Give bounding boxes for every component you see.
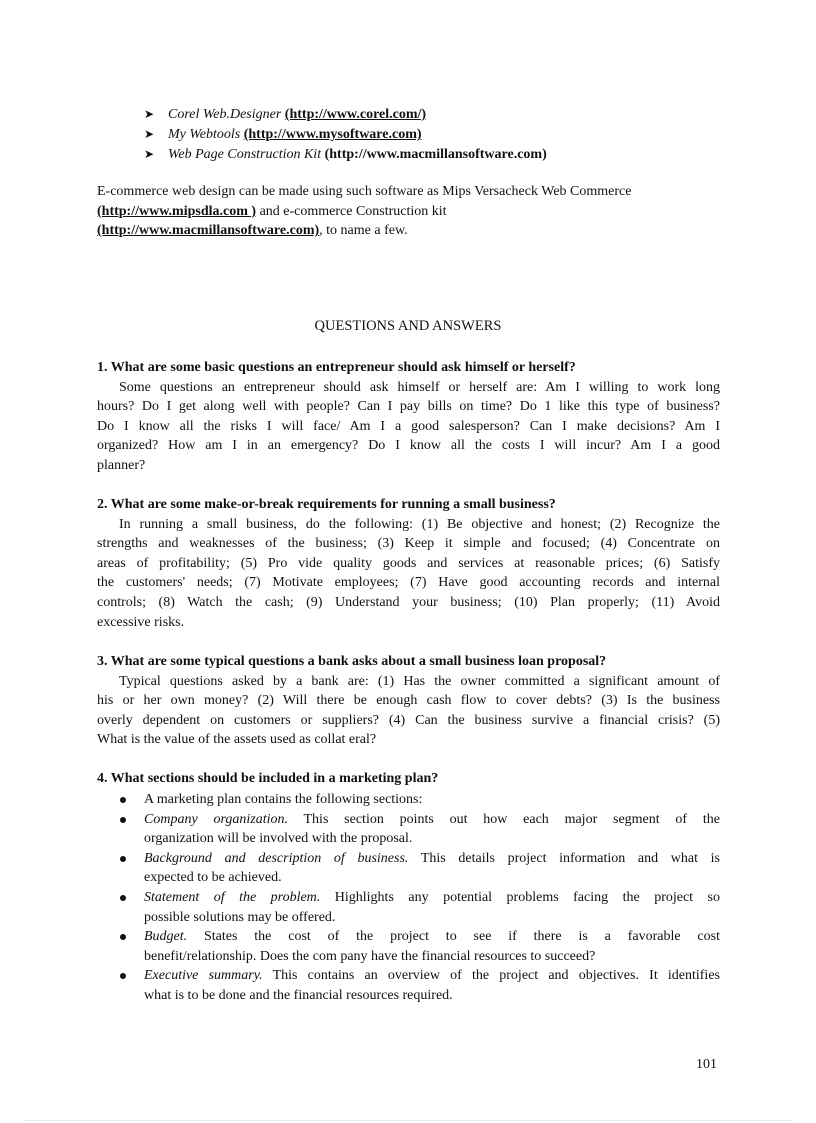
answer-line: overly dependent on customers or suppliers? (4) Can the business survive a financial crisis? (5) xyxy=(97,712,720,728)
list-item xyxy=(118,927,720,966)
arrow-bullet-icon: ➤ xyxy=(144,107,155,121)
answer-line: Typical questions asked by a bank are: (1) Has the owner committed a significant amount of xyxy=(119,673,720,689)
bullet-line: A marketing plan contains the following sections: xyxy=(144,792,423,807)
bullet-term: Company organization. xyxy=(144,811,288,827)
bullet-line xyxy=(144,888,720,908)
answer-line: Some questions an entrepreneur should ask himself or herself are: Am I willing to work long xyxy=(119,379,720,395)
bullet-line xyxy=(144,927,720,947)
bullet-line: organization will be involved with the proposal. xyxy=(144,831,413,847)
list-item xyxy=(118,849,720,888)
page-divider xyxy=(25,1120,791,1121)
answer-line: areas of profitability; (5) Pro vide quality goods and services at reasonable prices; (6) Satisfy xyxy=(97,555,720,571)
section-heading: QUESTIONS AND ANSWERS xyxy=(314,318,502,334)
marketing-plan-list xyxy=(118,790,720,1006)
answer-line: strengths and weaknesses of the business; (3) Keep it simple and focused; (4) Concentrate on xyxy=(97,536,720,552)
answer-line: organized? How am I in an emergency? Do I know all the costs I will incur? Am I a good xyxy=(97,438,720,454)
list-item xyxy=(144,144,547,164)
tool-name: Web Page Construction Kit xyxy=(168,147,322,162)
page-number: 101 xyxy=(696,1057,717,1072)
list-item xyxy=(118,966,720,1005)
question-title: 4. What sections should be included in a marketing plan? xyxy=(97,771,439,786)
intro-paragraph xyxy=(97,182,720,241)
list-item xyxy=(144,104,547,124)
answer-line: controls; (8) Watch the cash; (9) Understand your business; (10) Plan properly; (11) Avoid xyxy=(97,594,720,610)
text-span: Highlights any potential problems facing the project so xyxy=(320,889,720,905)
question-title: 2. What are some make-or-break requirements for running a small business? xyxy=(97,497,556,512)
text-span: This contains an overview of the project and objectives. It identifies xyxy=(262,968,720,984)
bullet-dot-icon xyxy=(120,895,126,901)
bullet-line: what is to be done and the financial resources required. xyxy=(144,987,453,1003)
bullet-dot-icon xyxy=(120,973,126,979)
software-list xyxy=(144,104,547,164)
question-1 xyxy=(97,358,720,476)
list-item xyxy=(118,810,720,849)
answer-line: Do I know all the risks I will face/ Am I a good salesperson? Can I make decisions? Am I xyxy=(97,418,720,434)
answer-line: excessive risks. xyxy=(97,614,185,630)
answer-line: In running a small business, do the following: (1) Be objective and honest; (2) Recognize the xyxy=(119,516,720,532)
list-item xyxy=(144,124,547,144)
bullet-term: Budget. xyxy=(144,929,188,945)
answer-line: the customers' needs; (7) Motivate employees; (7) Have good accounting records and internal xyxy=(97,575,720,591)
bullet-line xyxy=(144,810,720,830)
list-item xyxy=(118,888,720,927)
tool-link[interactable]: (http://www.corel.com/) xyxy=(284,107,427,122)
bullet-line: benefit/relationship. Does the com pany have the financial resources to succeed? xyxy=(144,948,596,964)
bullet-line: expected to be achieved. xyxy=(144,870,282,886)
tool-name: My Webtools xyxy=(168,127,241,142)
bullet-dot-icon xyxy=(120,934,126,940)
bullet-term: Background and description of business. xyxy=(144,850,409,866)
bullet-dot-icon xyxy=(120,817,126,823)
text-line xyxy=(97,202,720,222)
link[interactable]: (http://www.mipsdla.com ) xyxy=(97,203,257,219)
answer-line: What is the value of the assets used as collat eral? xyxy=(97,732,377,748)
text-span: , to name a few. xyxy=(319,223,408,239)
answer-line: hours? Do I get along well with people? Can I pay bills on time? Do 1 like this type of business? xyxy=(97,399,720,415)
bullet-term: Executive summary. xyxy=(144,968,263,984)
arrow-bullet-icon: ➤ xyxy=(144,147,155,161)
bullet-dot-icon xyxy=(120,856,126,862)
tool-link[interactable]: (http://www.mysoftware.com) xyxy=(243,127,422,142)
text-span: This details project information and what is xyxy=(408,850,720,866)
bullet-dot-icon xyxy=(120,797,126,803)
text-span: This section points out how each major segment of the xyxy=(287,811,720,827)
bullet-line xyxy=(144,849,720,869)
question-2 xyxy=(97,495,720,632)
list-item xyxy=(118,790,720,810)
question-title: 3. What are some typical questions a bank asks about a small business loan proposal? xyxy=(97,654,607,669)
question-title: 1. What are some basic questions an entrepreneur should ask himself or herself? xyxy=(97,360,576,375)
arrow-bullet-icon: ➤ xyxy=(144,127,155,141)
question-3 xyxy=(97,652,720,750)
text-line: E-commerce web design can be made using such software as Mips Versacheck Web Commerce xyxy=(97,184,632,199)
bullet-line xyxy=(144,966,720,986)
text-span: and e-commerce Construction kit xyxy=(256,203,447,219)
text-span: States the cost of the project to see if there is a favorable cost xyxy=(187,929,720,945)
link[interactable]: (http://www.macmillansoftware.com) xyxy=(97,223,320,239)
question-4 xyxy=(97,769,720,789)
text-line xyxy=(97,221,720,241)
tool-link[interactable]: (http://www.macmillansoftware.com) xyxy=(324,147,547,162)
tool-name: Corel Web.Designer xyxy=(168,107,282,122)
answer-line: his or her own money? (2) Will there be enough cash flow to cover debts? (3) Is the business xyxy=(97,693,720,709)
bullet-term: Statement of the problem. xyxy=(144,889,321,905)
answer-line: planner? xyxy=(97,457,146,473)
bullet-line: possible solutions may be offered. xyxy=(144,909,336,925)
